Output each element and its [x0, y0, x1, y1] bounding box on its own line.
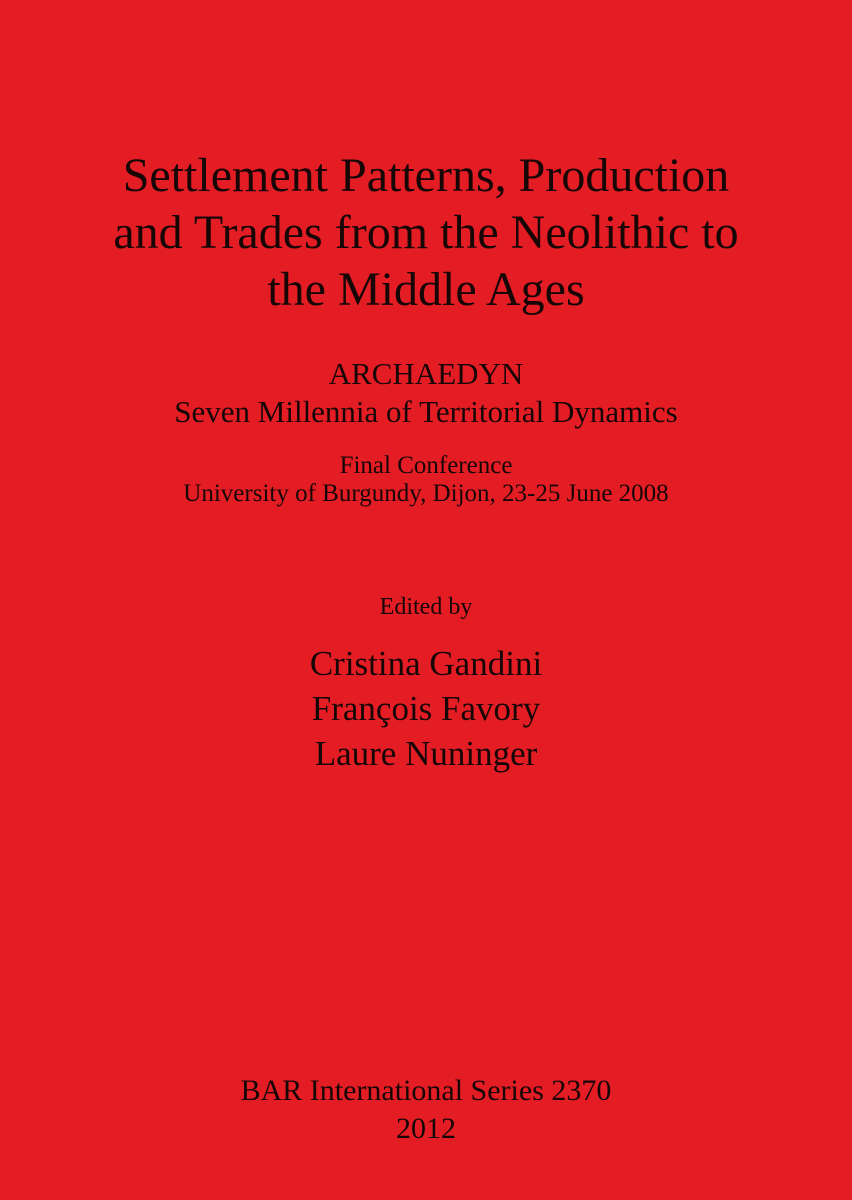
edited-by-label: Edited by [379, 594, 473, 620]
book-title [0, 147, 852, 318]
editor-name: François Favory [311, 689, 541, 728]
conference-details: University of Burgundy, Dijon, 23-25 June 2008 [183, 480, 669, 507]
editor-name: Cristina Gandini [309, 644, 543, 683]
book-title-line-1: Settlement Patterns, Production [122, 149, 730, 202]
imprint-block [0, 1072, 852, 1148]
conference-block [0, 452, 852, 508]
book-title-line-3: the Middle Ages [267, 263, 585, 316]
editor-name: Laure Nuninger [314, 734, 538, 773]
series-imprint: BAR International Series 2370 [240, 1074, 612, 1107]
series-block [0, 355, 852, 431]
book-title-line-2: and Trades from the Neolithic to [113, 206, 739, 259]
series-name: ARCHAEDYN [328, 356, 524, 391]
publication-year: 2012 [396, 1112, 456, 1145]
series-subtitle: Seven Millennia of Territorial Dynamics [174, 394, 678, 429]
editors-list [0, 641, 852, 776]
conference-label: Final Conference [339, 452, 513, 479]
